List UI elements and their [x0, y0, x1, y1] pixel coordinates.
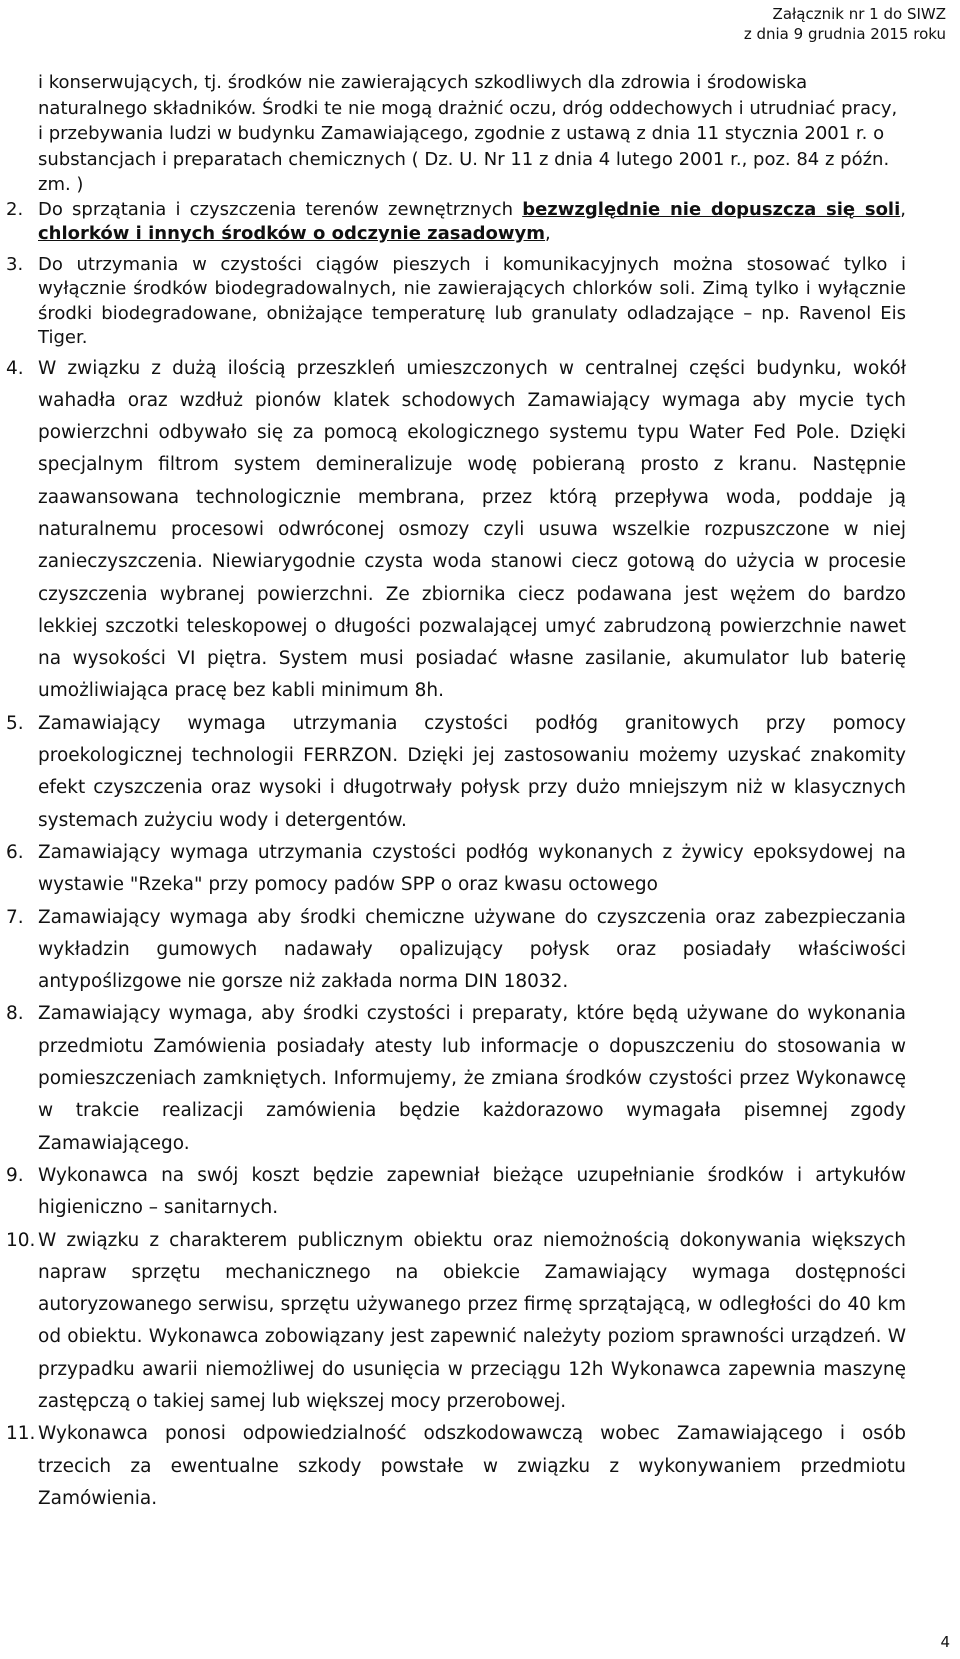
- list-item-11: [6, 1418, 906, 1515]
- document-body: [6, 70, 906, 1515]
- list-item-3: [6, 253, 906, 351]
- list-number: 10.: [6, 1229, 36, 1251]
- list-number: 9.: [6, 1164, 24, 1186]
- page-number: 4: [940, 1633, 950, 1651]
- list-item-10: [6, 1225, 906, 1419]
- list-item-2: [6, 198, 906, 247]
- item-text: Zamawiający wymaga, aby środki czystości i preparaty, które będą używane do wykonania przedmiotu Zamówienia posiadały atesty lub informacje o dopuszczeniu do stosowania w pomieszczeniach zamkniętych. Informujemy, że zmiana środków czystości przez Wykonawcę w trakcie realizacji zamówienia będzie każdorazowo wymagała pisemnej zgody Zamawiającego.: [38, 1003, 906, 1154]
- list-item-7: [6, 902, 906, 999]
- header-attachment-label: Załącznik nr 1 do SIWZ: [772, 5, 946, 23]
- emphasis-no-chlorides: chlorków i innych środków o odczynie zasadowym: [38, 223, 546, 244]
- item-text: Zamawiający wymaga utrzymania czystości podłóg granitowych przy pomocy proekologicznej technologii FERRZON. Dzięki jej zastosowaniu możemy uzyskać znakomity efekt czyszczenia oraz wysoki i długotrwały połysk przy dużo mniejszym niż w klasycznych systemach zużyciu wody i detergentów.: [38, 712, 906, 831]
- list-number: 2.: [6, 198, 24, 220]
- list-item-9: [6, 1160, 906, 1225]
- list-number: 7.: [6, 906, 24, 928]
- item-text: Do sprzątania i czyszczenia terenów zewnętrznych: [38, 198, 523, 220]
- list-item-6: [6, 837, 906, 902]
- list-number: 11.: [6, 1423, 36, 1445]
- intro-paragraph: i konserwujących, tj. środków nie zawierających szkodliwych dla zdrowia i środowiska naturalnego składników. Środki te nie mogą drażnić oczu, dróg oddechowych i utrudniać pracy, i przebywania ludzi w budynku Zamawiającego, zgodnie z ustawą z dnia 11 stycznia 2001 r. o substancjach i preparatach chemicznych ( Dz. U. Nr 11 z dnia 4 lutego 2001 r., poz. 84 z późn. zm. ): [38, 72, 898, 195]
- list-item-8: [6, 998, 906, 1159]
- item-text: Wykonawca na swój koszt będzie zapewniał bieżące uzupełnianie środków i artykułów higieniczno – sanitarnych.: [38, 1164, 906, 1219]
- list-item-4: [6, 353, 906, 708]
- item-text: Do utrzymania w czystości ciągów pieszych i komunikacyjnych można stosować tylko i wyłącznie środków biodegradowalnych, nie zawierających chlorków soli. Zimą tylko i wyłącznie środki biodegradowane, obniżające temperaturę lub granulaty odladzające – np. Ravenol Eis Tiger.: [38, 253, 906, 348]
- emphasis-no-salt: bezwzględnie nie dopuszcza się soli: [522, 198, 901, 220]
- item-text: Zamawiający wymaga utrzymania czystości podłóg wykonanych z żywicy epoksydowej na wystawie "Rzeka" przy pomocy padów SPP o oraz kwasu octowego: [38, 841, 906, 896]
- list-number: 5.: [6, 712, 24, 734]
- item-separator: ,: [900, 198, 907, 220]
- item-text: Wykonawca ponosi odpowiedzialność odszkodowawczą wobec Zamawiającego i osób trzecich za ewentualne szkody powstałe w związku z wykonywaniem przedmiotu Zamówienia.: [38, 1423, 906, 1509]
- header-date: z dnia 9 grudnia 2015 roku: [743, 25, 946, 43]
- list-item-5: [6, 708, 906, 837]
- list-number: 3.: [6, 253, 24, 275]
- list-number: 6.: [6, 841, 24, 863]
- item-text: W związku z dużą ilością przeszkleń umieszczonych w centralnej części budynku, wokół wahadła oraz wzdłuż pionów klatek schodowych Zamawiający wymaga aby mycie tych powierzchni odbywało się za pomocą ekologicznego systemu typu Water Fed Pole. Dzięki specjalnym filtrom system demineralizuje wodę pobieraną prosto z kranu. Następnie zaawansowana technologicznie membrana, przez którą przepływa woda, poddaje ją naturalnemu procesowi odwróconej osmozy czyli usuwa wszelkie rozpuszczone w niej zanieczyszczenia. Niewiarygodnie czysta woda stanowi ciecz gotową do użycia w procesie czyszczenia wybranej powierzchni. Ze zbiornika ciecz podawana jest wężem do bardzo lekkiej szczotki teleskopowej o długości pozwalającej umyć zabrudzoną powierzchnie nawet na wysokości VI piętra. System musi posiadać własne zasilanie, akumulator lub baterię umożliwiająca pracę bez kabli minimum 8h.: [38, 357, 906, 702]
- page-header: [744, 4, 946, 44]
- item-text: W związku z charakterem publicznym obiektu oraz niemożnością dokonywania większych napraw sprzętu mechanicznego na obiekcie Zamawiający wymaga dostępności autoryzowanego serwisu, sprzętu używanego przez firmę sprzątającą, w odległości do 40 km od obiektu. Wykonawca zobowiązany jest zapewnić należyty poziom sprawności urządzeń. W przypadku awarii niemożliwej do usunięcia w przeciągu 12h Wykonawca zapewnia maszynę zastępczą o takiej samej lub większej mocy przerobowej.: [38, 1229, 906, 1412]
- list-number: 4.: [6, 357, 24, 379]
- list-number: 8.: [6, 1003, 24, 1025]
- item-text-end: ,: [545, 223, 551, 244]
- item-text: Zamawiający wymaga aby środki chemiczne używane do czyszczenia oraz zabezpieczania wykładzin gumowych nadawały opalizujący połysk oraz posiadały właściwości antypoślizgowe nie gorsze niż zakłada norma DIN 18032.: [38, 906, 906, 993]
